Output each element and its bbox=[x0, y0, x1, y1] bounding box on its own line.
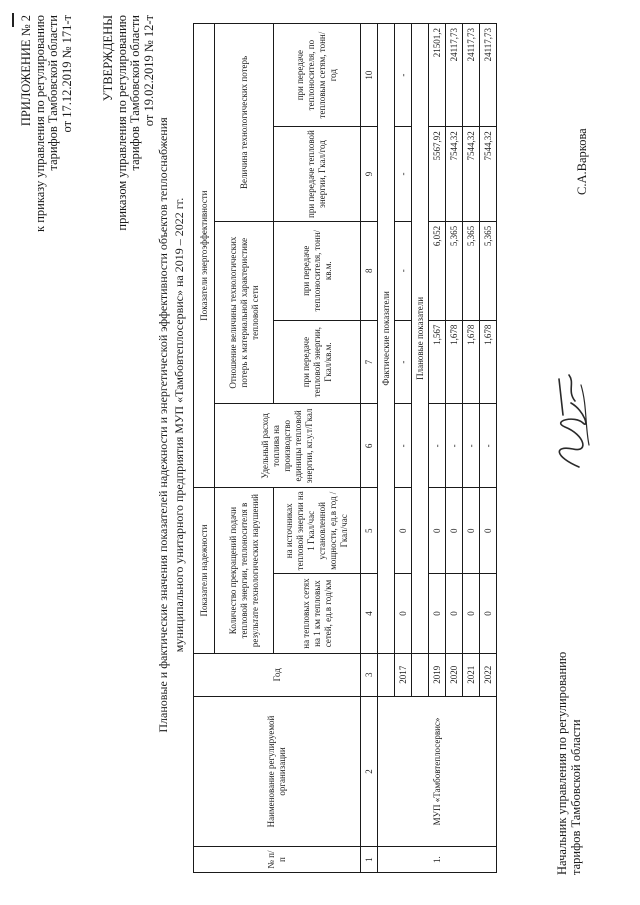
fact-year: 2017 bbox=[395, 653, 412, 696]
plan-fuel: - bbox=[480, 404, 497, 488]
corner-mark bbox=[12, 13, 14, 27]
header-technological-losses: Величина технологических потерь bbox=[215, 24, 274, 222]
header-loss-coolant: при передаче теплоносителя, по тепловым сетям, тонн/год bbox=[274, 24, 361, 127]
plan-sources: 0 bbox=[446, 488, 463, 574]
indicators-table bbox=[193, 23, 497, 873]
header-year: Год bbox=[194, 653, 361, 696]
plan-ratio-heat: 1,678 bbox=[463, 320, 480, 404]
plan-loss-heat: 7544,32 bbox=[480, 127, 497, 222]
header-fuel-consumption: Удельный расход топлива на производство единицы тепловой энергии, кг.у.т/Гкал bbox=[215, 404, 361, 488]
header-networks-per-km: на тепловых сетях на 1 км тепловых сетей, ед.в год/км bbox=[274, 574, 361, 654]
signatory-title-line: Начальник управления по регулированию bbox=[555, 651, 569, 875]
plan-ratio-coolant: 5,365 bbox=[446, 221, 463, 320]
plan-loss-coolant: 24117,73 bbox=[463, 24, 480, 127]
header-row-1 bbox=[194, 24, 215, 873]
approved-order-number: от 19.02.2019 № 12-т bbox=[141, 15, 156, 127]
plan-year: 2019 bbox=[429, 653, 446, 696]
plan-year: 2021 bbox=[463, 653, 480, 696]
fact-label-row bbox=[378, 24, 395, 873]
organization-name: МУП «Тамбовтеплосервис» bbox=[378, 696, 497, 846]
column-number: 10 bbox=[361, 24, 378, 127]
plan-year: 2022 bbox=[480, 653, 497, 696]
plan-loss-heat: 7544,32 bbox=[463, 127, 480, 222]
fact-section-label: Фактические показатели bbox=[378, 24, 395, 654]
plan-loss-heat: 7544,32 bbox=[446, 127, 463, 222]
approved-block bbox=[102, 15, 156, 365]
plan-ratio-coolant: 5,365 bbox=[463, 221, 480, 320]
plan-ratio-coolant: 6,052 bbox=[429, 221, 446, 320]
document-title bbox=[155, 15, 187, 835]
plan-networks: 0 bbox=[480, 574, 497, 654]
appendix-line: к приказу управления по регулированию bbox=[32, 15, 47, 232]
fact-ratio-coolant: - bbox=[395, 221, 412, 320]
plan-fuel: - bbox=[429, 404, 446, 488]
header-ratio-coolant: при передаче теплоносителя, тонн/кв.м. bbox=[274, 221, 361, 320]
plan-section-label: Плановые показатели bbox=[412, 24, 429, 654]
header-interruptions: Количество прекращений подачи тепловой энергии, теплоносителя в результате технологических нарушений bbox=[215, 488, 274, 654]
column-number: 6 bbox=[361, 404, 378, 488]
appendix-block bbox=[20, 15, 74, 345]
appendix-title: ПРИЛОЖЕНИЕ № 2 bbox=[19, 15, 33, 127]
fact-sources: 0 bbox=[395, 488, 412, 574]
plan-ratio-heat: 1,678 bbox=[480, 320, 497, 404]
plan-fuel: - bbox=[446, 404, 463, 488]
appendix-order-number: от 17.12.2019 № 171-т bbox=[59, 15, 74, 133]
signatory-name: С.А.Варкова bbox=[575, 128, 589, 195]
header-loss-heat: при передаче тепловой энергии, Гкал/год bbox=[274, 127, 361, 222]
column-number-row bbox=[361, 24, 378, 873]
title-line: Плановые и фактические значения показателей надежности и энергетической эффективности объектов теплоснабжения bbox=[156, 117, 170, 733]
approved-line: тарифов Тамбовской области bbox=[128, 15, 142, 171]
header-organization: Наименование регулируемой организации bbox=[194, 696, 361, 846]
header-energy-efficiency: Показатели энергоэффективности bbox=[194, 24, 215, 488]
handwritten-signature-icon bbox=[545, 365, 595, 475]
fact-fuel: - bbox=[395, 404, 412, 488]
plan-ratio-coolant: 5,365 bbox=[480, 221, 497, 320]
plan-loss-coolant: 24117,73 bbox=[480, 24, 497, 127]
column-number: 1 bbox=[361, 847, 378, 873]
approved-line: приказом управления по регулированию bbox=[114, 15, 129, 231]
title-line: муниципального унитарного предприятия МУП «Тамбовтеплосервис» на 2019 – 2022 гг. bbox=[172, 197, 186, 653]
plan-sources: 0 bbox=[463, 488, 480, 574]
plan-year: 2020 bbox=[446, 653, 463, 696]
plan-networks: 0 bbox=[463, 574, 480, 654]
plan-loss-heat: 5567,92 bbox=[429, 127, 446, 222]
plan-loss-coolant: 24117,73 bbox=[446, 24, 463, 127]
fact-ratio-heat: - bbox=[395, 320, 412, 404]
approved-title: УТВЕРЖДЕНЫ bbox=[101, 15, 115, 102]
fact-loss-coolant: - bbox=[395, 24, 412, 127]
header-number: № п/п bbox=[194, 847, 361, 873]
column-number: 3 bbox=[361, 653, 378, 696]
column-number: 7 bbox=[361, 320, 378, 404]
header-sources-per-gcal: на источниках тепловой энергии на 1 Гкал/час установленной мощности, ед.в год /Гкал/час bbox=[274, 488, 361, 574]
plan-sources: 0 bbox=[480, 488, 497, 574]
plan-ratio-heat: 1,567 bbox=[429, 320, 446, 404]
plan-loss-coolant: 21501,2 bbox=[429, 24, 446, 127]
column-number: 8 bbox=[361, 221, 378, 320]
header-reliability: Показатели надежности bbox=[194, 488, 215, 654]
column-number: 4 bbox=[361, 574, 378, 654]
fact-loss-heat: - bbox=[395, 127, 412, 222]
signatory-title bbox=[555, 652, 583, 875]
column-number: 9 bbox=[361, 127, 378, 222]
signatory-title-line: тарифов Тамбовской области bbox=[569, 719, 583, 875]
fact-networks: 0 bbox=[395, 574, 412, 654]
plan-sources: 0 bbox=[429, 488, 446, 574]
header-loss-ratio: Отношение величины технологических потерь к материальной характеристике тепловой сети bbox=[215, 221, 274, 404]
plan-networks: 0 bbox=[429, 574, 446, 654]
column-number: 5 bbox=[361, 488, 378, 574]
column-number: 2 bbox=[361, 696, 378, 846]
plan-fuel: - bbox=[463, 404, 480, 488]
row-number: 1. bbox=[378, 847, 497, 873]
blank-cell bbox=[412, 653, 429, 696]
blank-cell bbox=[378, 653, 395, 696]
plan-ratio-heat: 1,678 bbox=[446, 320, 463, 404]
header-ratio-heat: при передаче тепловой энергии, Гкал/кв.м. bbox=[274, 320, 361, 404]
plan-networks: 0 bbox=[446, 574, 463, 654]
appendix-line: тарифов Тамбовской области bbox=[46, 15, 60, 171]
